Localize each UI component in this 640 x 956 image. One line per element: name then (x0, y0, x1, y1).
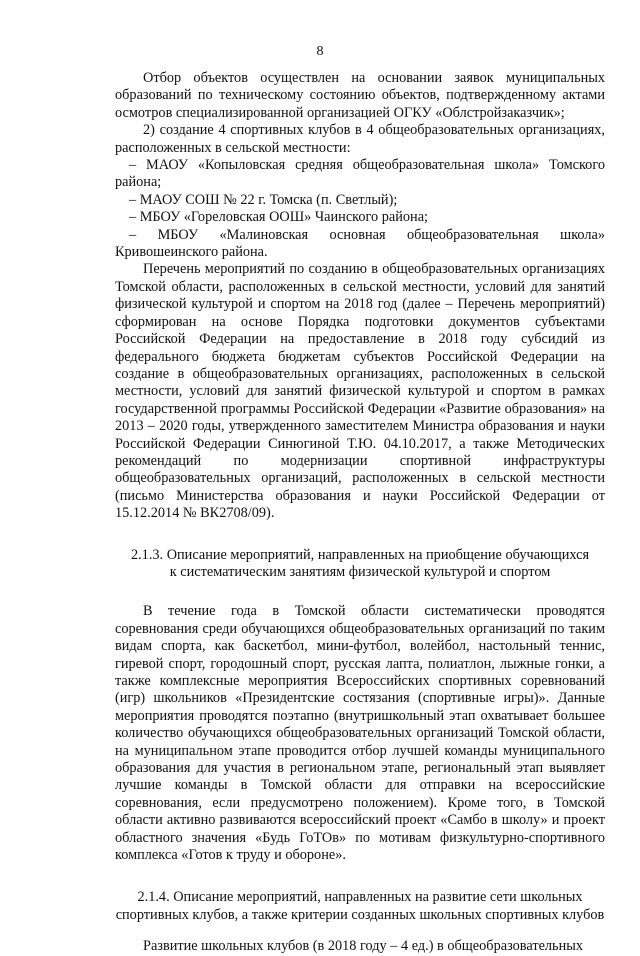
paragraph-competitions: В течение года в Томской области систематически проводятся соревнования среди обучающихся общеобразовательных организаций по таким видам спорта, как баскетбол, мини-футбол, волейбол, настольный теннис, гиревой спорт, городошный спорт, русская лапта, полиатлон, лыжные гонки, а также комплексные мероприятия Всероссийских спортивных соревнований (игр) школьников «Президентские состязания (спортивные игры)». Данные мероприятия проводятся поэтапно (внутришкольный этап охватывает большее количество обучающихся общеобразовательных организаций Томской области, на муниципальном этапе проводится отбор лучшей команды муниципального образования для участия в региональном этапе, региональный этап выявляет лучшие команды в Томской области для отправки на всероссийские соревнования, если предусмотрено положением). Кроме того, в Томской области активно развиваются всероссийский проект «Самбо в школу» и проект областного значения «Будь ГоТОв» по мотивам физкультурно-спортивного комплекса «Готов к труду и обороне». (115, 603, 605, 864)
heading-line: 2.1.4. Описание мероприятий, направленных на развитие сети школьных (137, 889, 583, 906)
paragraph-school-clubs: Развитие школьных клубов (в 2018 году – 4 ед.) в общеобразовательных (143, 938, 583, 955)
heading-line: 2.1.3. Описание мероприятий, направленных на приобщение обучающихся (130, 546, 590, 563)
list-item-school-kopylovskaya: – МАОУ «Копыловская средняя общеобразовательная школа» Томского района; (115, 157, 605, 191)
section-heading-2-1-4 (115, 889, 605, 924)
paragraph-sports-clubs: 2) создание 4 спортивных клубов в 4 общеобразовательных организациях, расположенных в сельской местности: (115, 122, 605, 156)
page-number: 8 (316, 44, 324, 59)
heading-line: к систематическим занятиям физической культурой и спортом (169, 563, 551, 580)
list-item-school-malinovskaya: – МБОУ «Малиновская основная общеобразовательная школа» Кривошеинского района. (115, 226, 605, 261)
paragraph-measures-list: Перечень мероприятий по созданию в общеобразовательных организациях Томской области, расположенных в сельской местности, условий для занятий физической культурой и спортом на 2018 год (далее – Перечень мероприятий) сформирован на основе Порядка подготовки документов субъектами Российской Федерации на предоставление в 2018 году субсидий из федерального бюджета бюджетам субъектов Российской Федерации на создание в общеобразовательных организациях, расположенных в сельской местности, условий для занятий физической культурой и спортом в рамках государственной программы Российской Федерации «Развитие образования» на 2013 – 2020 годы, утвержденного заместителем Министра образования и науки Российской Федерации Синюгиной Т.Ю. 04.10.2017, а также Методических рекомендаций по модернизации спортивной инфраструктуры общеобразовательных организаций, расположенных в сельской местности (письмо Министерства образования и науки Российской Федерации от 15.12.2014 № ВК2708/09). (115, 261, 605, 522)
section-heading-2-1-3 (115, 547, 605, 582)
document-body (115, 70, 605, 956)
list-item-school-gorelovskaya: – МБОУ «Гореловская ООШ» Чаинского района; (129, 209, 429, 226)
heading-line: спортивных клубов, а также критерии созданных школьных спортивных клубов (115, 906, 605, 923)
paragraph-selection-basis: Отбор объектов осуществлен на основании заявок муниципальных образований по техническому состоянию объектов, подтвержденному актами осмотров специализированной организацией ОГКУ «Облстройзаказчик»; (115, 70, 605, 121)
list-item-school-22: – МАОУ СОШ № 22 г. Томска (п. Светлый); (129, 191, 398, 208)
